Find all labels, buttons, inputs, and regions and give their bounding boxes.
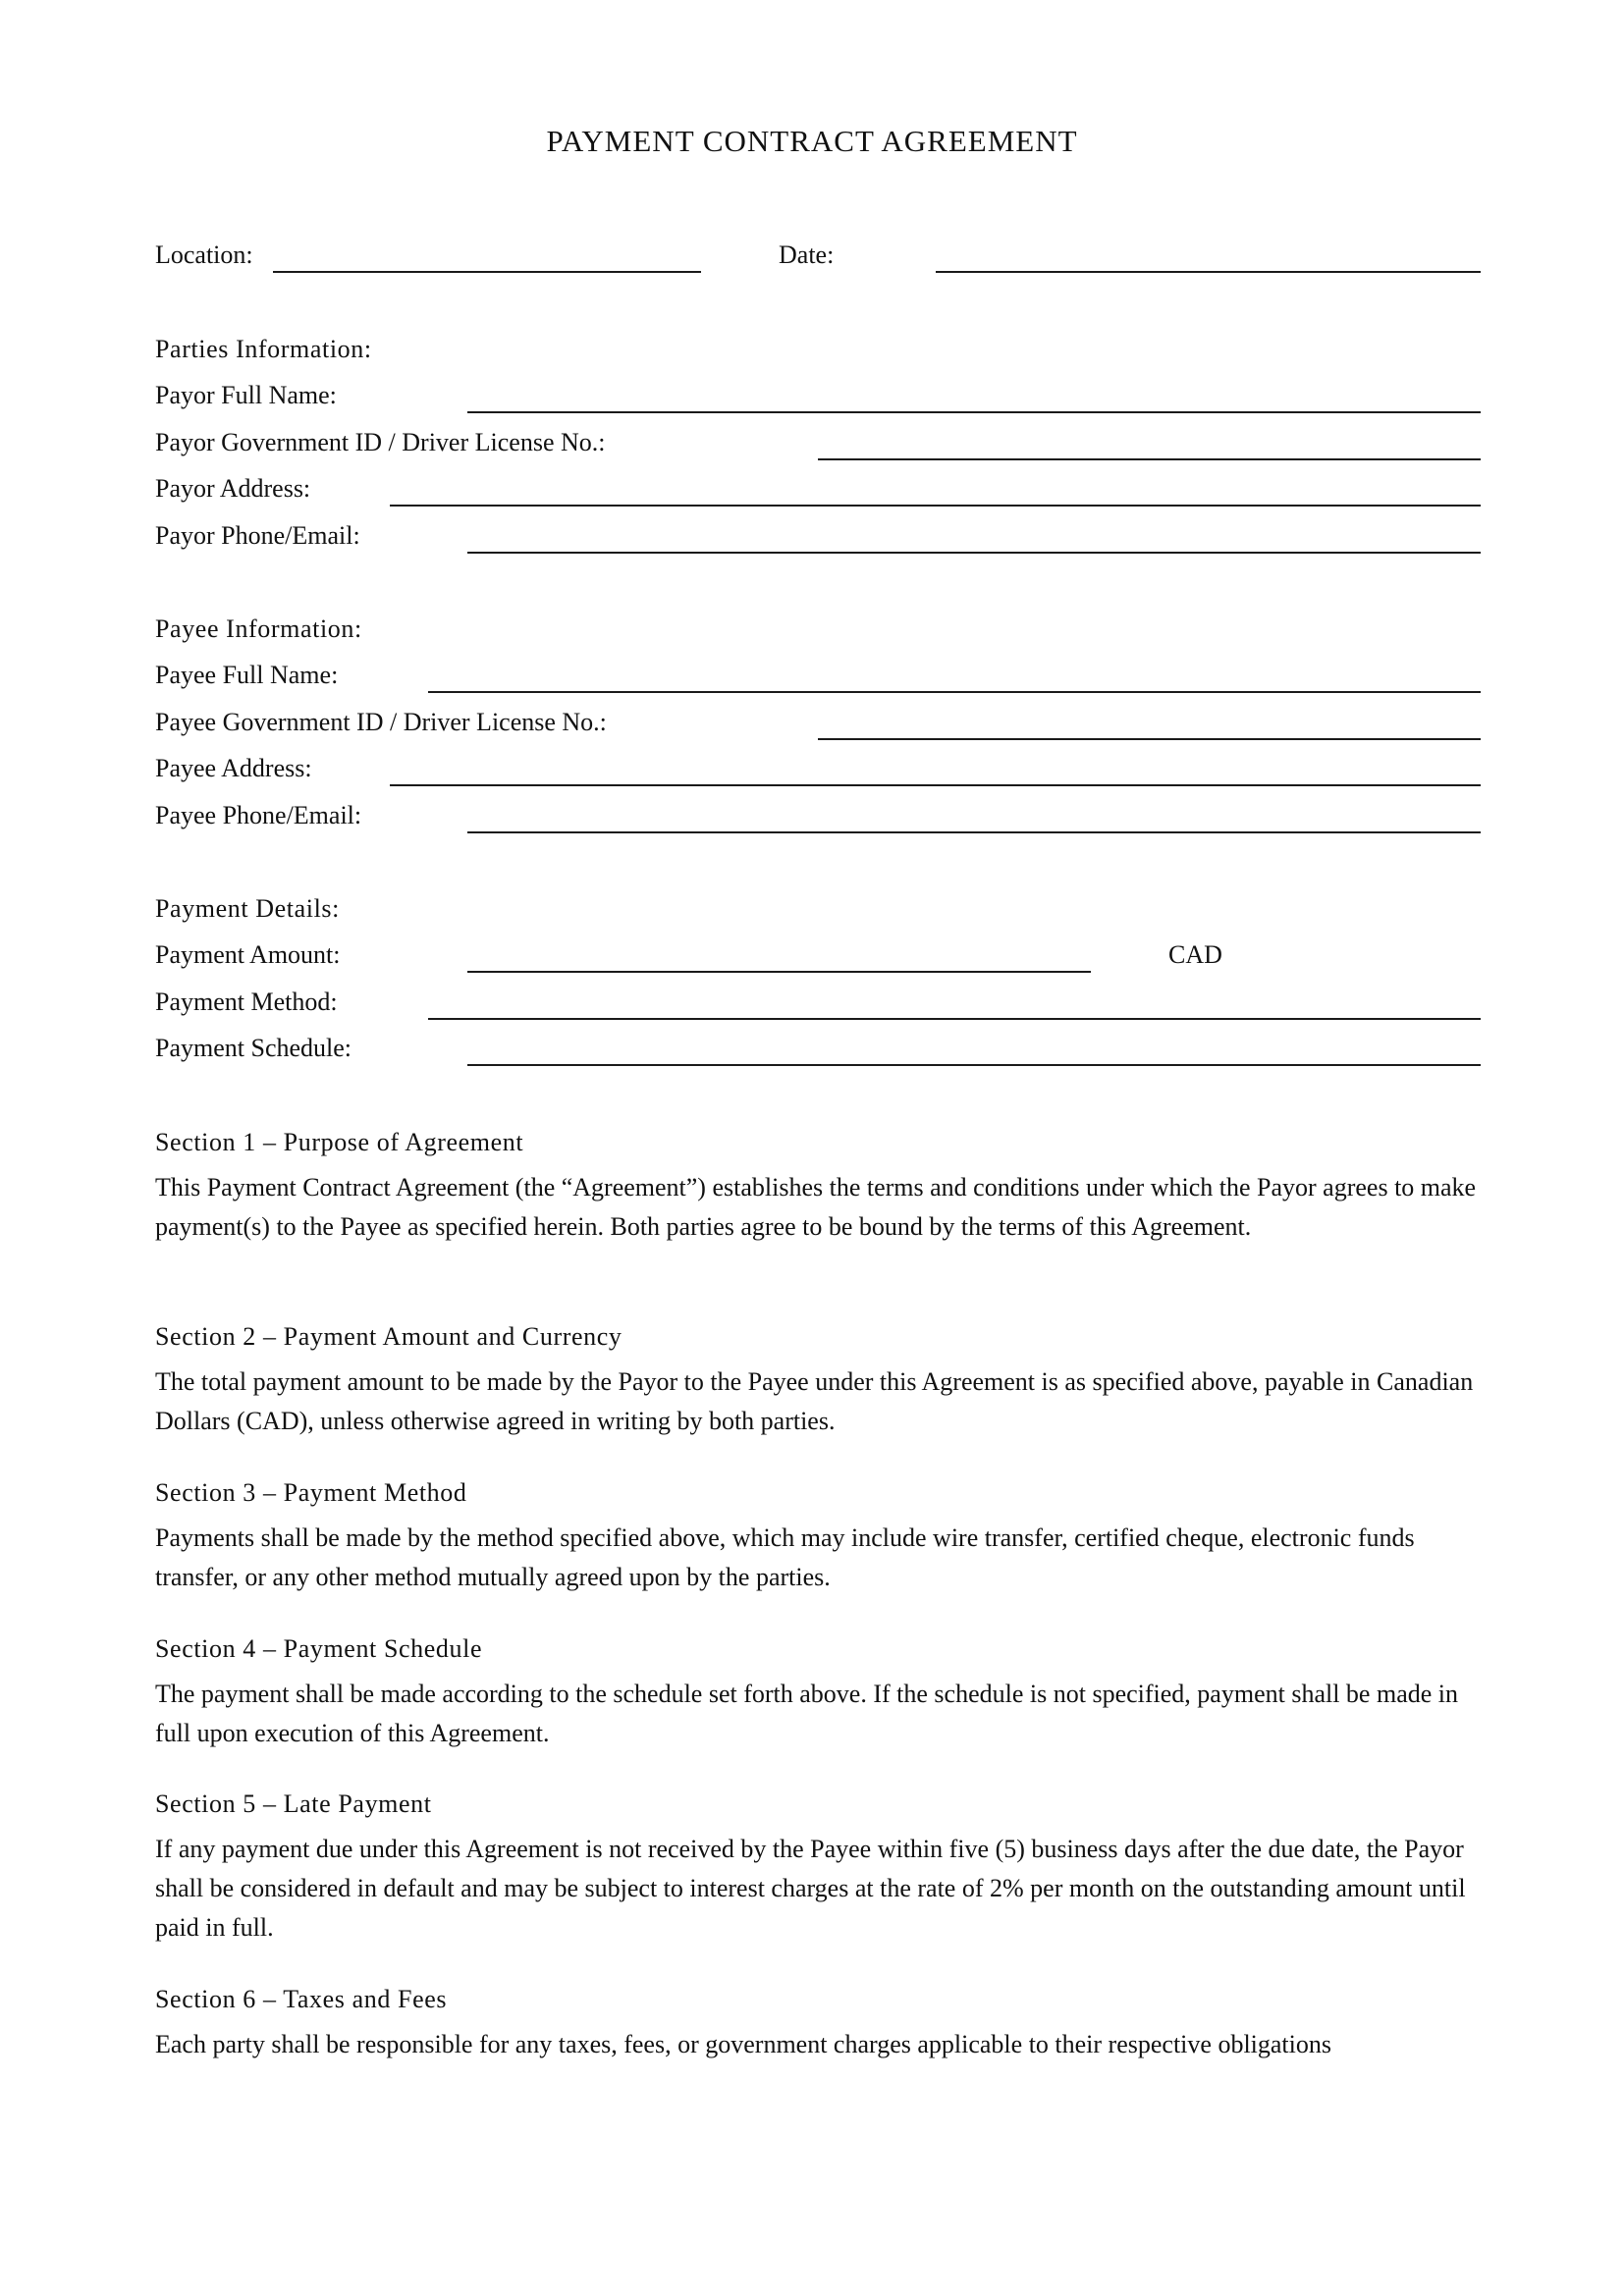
location-field[interactable]: [273, 271, 701, 273]
payee-name-label: Payee Full Name:: [155, 661, 339, 689]
section-4-title: Section 4 – Payment Schedule: [155, 1634, 483, 1663]
section-5-title: Section 5 – Late Payment: [155, 1789, 432, 1818]
date-field[interactable]: [936, 271, 1481, 273]
payor-contact-label: Payor Phone/Email:: [155, 521, 360, 550]
payor-address-label: Payor Address:: [155, 474, 311, 503]
payor-id-field[interactable]: [818, 458, 1481, 460]
section-6-body: Each party shall be responsible for any taxes, fees, or government charges applicable to their respective obligations: [155, 2030, 1331, 2058]
payor-id-label: Payor Government ID / Driver License No.:: [155, 428, 606, 456]
section-2-body: The total payment amount to be made by the Payor to the Payee under this Agreement is as specified above, payable in Canadian Dollars (CAD), unless otherwise agreed in writing by both parties.: [155, 1367, 1474, 1435]
section-4-body: The payment shall be made according to the schedule set forth above. If the schedule is not specified, payment shall be made in full upon execution of this Agreement.: [155, 1680, 1459, 1747]
section-1-title: Section 1 – Purpose of Agreement: [155, 1128, 524, 1156]
section-3-body: Payments shall be made by the method specified above, which may include wire transfer, certified cheque, electronic funds transfer, or any other method mutually agreed upon by the parties.: [155, 1523, 1415, 1591]
payment-heading: Payment Details:: [155, 894, 340, 923]
parties-heading: Parties Information:: [155, 335, 372, 363]
date-label: Date:: [779, 240, 835, 269]
payee-contact-label: Payee Phone/Email:: [155, 801, 362, 829]
section-2-title: Section 2 – Payment Amount and Currency: [155, 1322, 623, 1351]
currency-label: CAD: [1168, 940, 1222, 969]
payee-address-field[interactable]: [390, 784, 1481, 786]
payment-method-label: Payment Method:: [155, 988, 338, 1016]
payor-contact-field[interactable]: [467, 552, 1481, 554]
payment-amount-field[interactable]: [467, 971, 1091, 973]
section-3-title: Section 3 – Payment Method: [155, 1478, 467, 1507]
payee-id-field[interactable]: [818, 738, 1481, 740]
payor-address-field[interactable]: [390, 505, 1481, 507]
payee-contact-field[interactable]: [467, 831, 1481, 833]
section-1-body: This Payment Contract Agreement (the “Agreement”) establishes the terms and conditions under which the Payor agrees to make payment(s) to the Payee as specified herein. Both parties agree to be bound by the terms of this Agreement.: [155, 1173, 1477, 1241]
payment-method-field[interactable]: [428, 1018, 1481, 1020]
payment-schedule-label: Payment Schedule:: [155, 1034, 352, 1062]
location-label: Location:: [155, 240, 253, 269]
section-5-body: If any payment due under this Agreement is not received by the Payee within five (5) business days after the due date, the Payor shall be considered in default and may be subject to interest charges at the rate of 2% per month on the outstanding amount until paid in full.: [155, 1835, 1466, 1942]
payment-schedule-field[interactable]: [467, 1064, 1481, 1066]
payor-name-field[interactable]: [467, 411, 1481, 413]
document-title: PAYMENT CONTRACT AGREEMENT: [546, 124, 1078, 158]
payor-name-label: Payor Full Name:: [155, 381, 337, 409]
payment-amount-label: Payment Amount:: [155, 940, 341, 969]
payee-address-label: Payee Address:: [155, 754, 312, 782]
payee-heading: Payee Information:: [155, 614, 362, 643]
payee-name-field[interactable]: [428, 691, 1481, 693]
section-6-title: Section 6 – Taxes and Fees: [155, 1985, 448, 2013]
payee-id-label: Payee Government ID / Driver License No.:: [155, 708, 607, 736]
